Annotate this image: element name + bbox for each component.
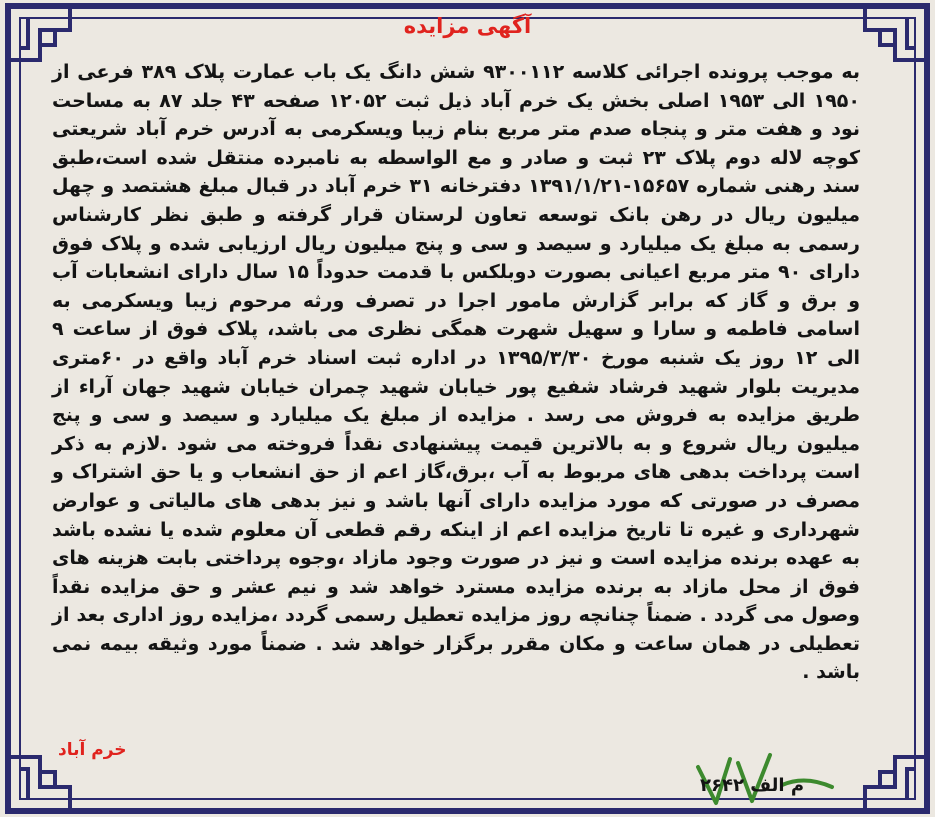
notice-title: آگهی مزایده <box>403 14 532 38</box>
notice-body: به موجب پرونده اجرائی کلاسه ۹۳۰۰۱۱۲ شش دانگ یک باب عمارت پلاک ۳۸۹ فرعی از ۱۹۵۰ الی ۱۹۵۳ اصلی بخش یک خرم آباد ذیل ثبت ۱۲۰۵۲ صفحه ۴۳ جلد ۸۷ به مساحت نود و هفت متر و پنجاه صدم متر مربع بنام زیبا ویسکرمی به آدرس خرم آباد شریعتی کوچه لاله دوم پلاک ۲۳ ثبت و صادر و مع الواسطه به نامبرده منتقل شده است،طبق سند رهنی شماره ۱۵۶۵۷-۱۳۹۱/۱/۲۱ دفترخانه ۳۱ خرم آباد در قبال مبلغ هشتصد و چهل میلیون ریال در رهن بانک توسعه تعاون لرستان قرار گرفته و طبق نظر کارشناس رسمی به مبلغ یک میلیارد و سیصد و سی و پنج میلیون ریال ارزیابی شده و پلاک فوق دارای ۹۰ متر مربع اعیانی بصورت دوبلکس با قدمت حدوداً ۱۵ سال دارای انشعابات آب و برق و گاز که برابر گزارش مامور اجرا در تصرف ورثه مرحوم زیبا ویسکرمی به اسامی فاطمه و سارا و سهیل شهرت همگی نظری می باشد، پلاک فوق از ساعت ۹ الی ۱۲ روز یک شنبه مورخ ۱۳۹۵/۳/۳۰ در اداره ثبت اسناد خرم آباد واقع در ۶۰متری مدیریت بلوار شهید فرشاد شفیع پور خیابان شهید چمران خیابان شهید جهان آراء از طریق مزایده به فروش می رسد . مزایده از مبلغ یک میلیارد و سیصد و سی و پنج میلیون ریال شروع و به بالاترین قیمت پیشنهادی نقداً فروخته می شود .لازم به ذکر است پرداخت بدهی های مربوط به آب ،برق،گاز اعم از حق انشعاب و یا حق اشتراک و مصرف در صورتی که مورد مزایده دارای آنها باشد و نیز بدهی های مالیاتی و عوارض شهرداری و غیره تا تاریخ مزایده اعم از اینکه رقم قطعی آن معلوم شده یا نشده باشد به عهده برنده مزایده است و نیز در صورت وجود مازاد ،وجوه پرداختی بابت هزینه های فوق از محل مازاد به برنده مزایده مسترد خواهد شد و نیم عشر و حق مزایده نقداً وصول می گردد . ضمناً چنانچه روز مزایده تعطیل رسمی گردد ،مزایده روز اداری بعد از تعطیلی در همان ساعت و مکان مقرر برگزار خواهد شد . ضمناً مورد وثیقه بیمه نمی باشد . <box>52 61 861 684</box>
reference-code: م الف ۲۶۴۲ <box>700 775 805 796</box>
city-label: خرم آباد <box>58 740 127 760</box>
